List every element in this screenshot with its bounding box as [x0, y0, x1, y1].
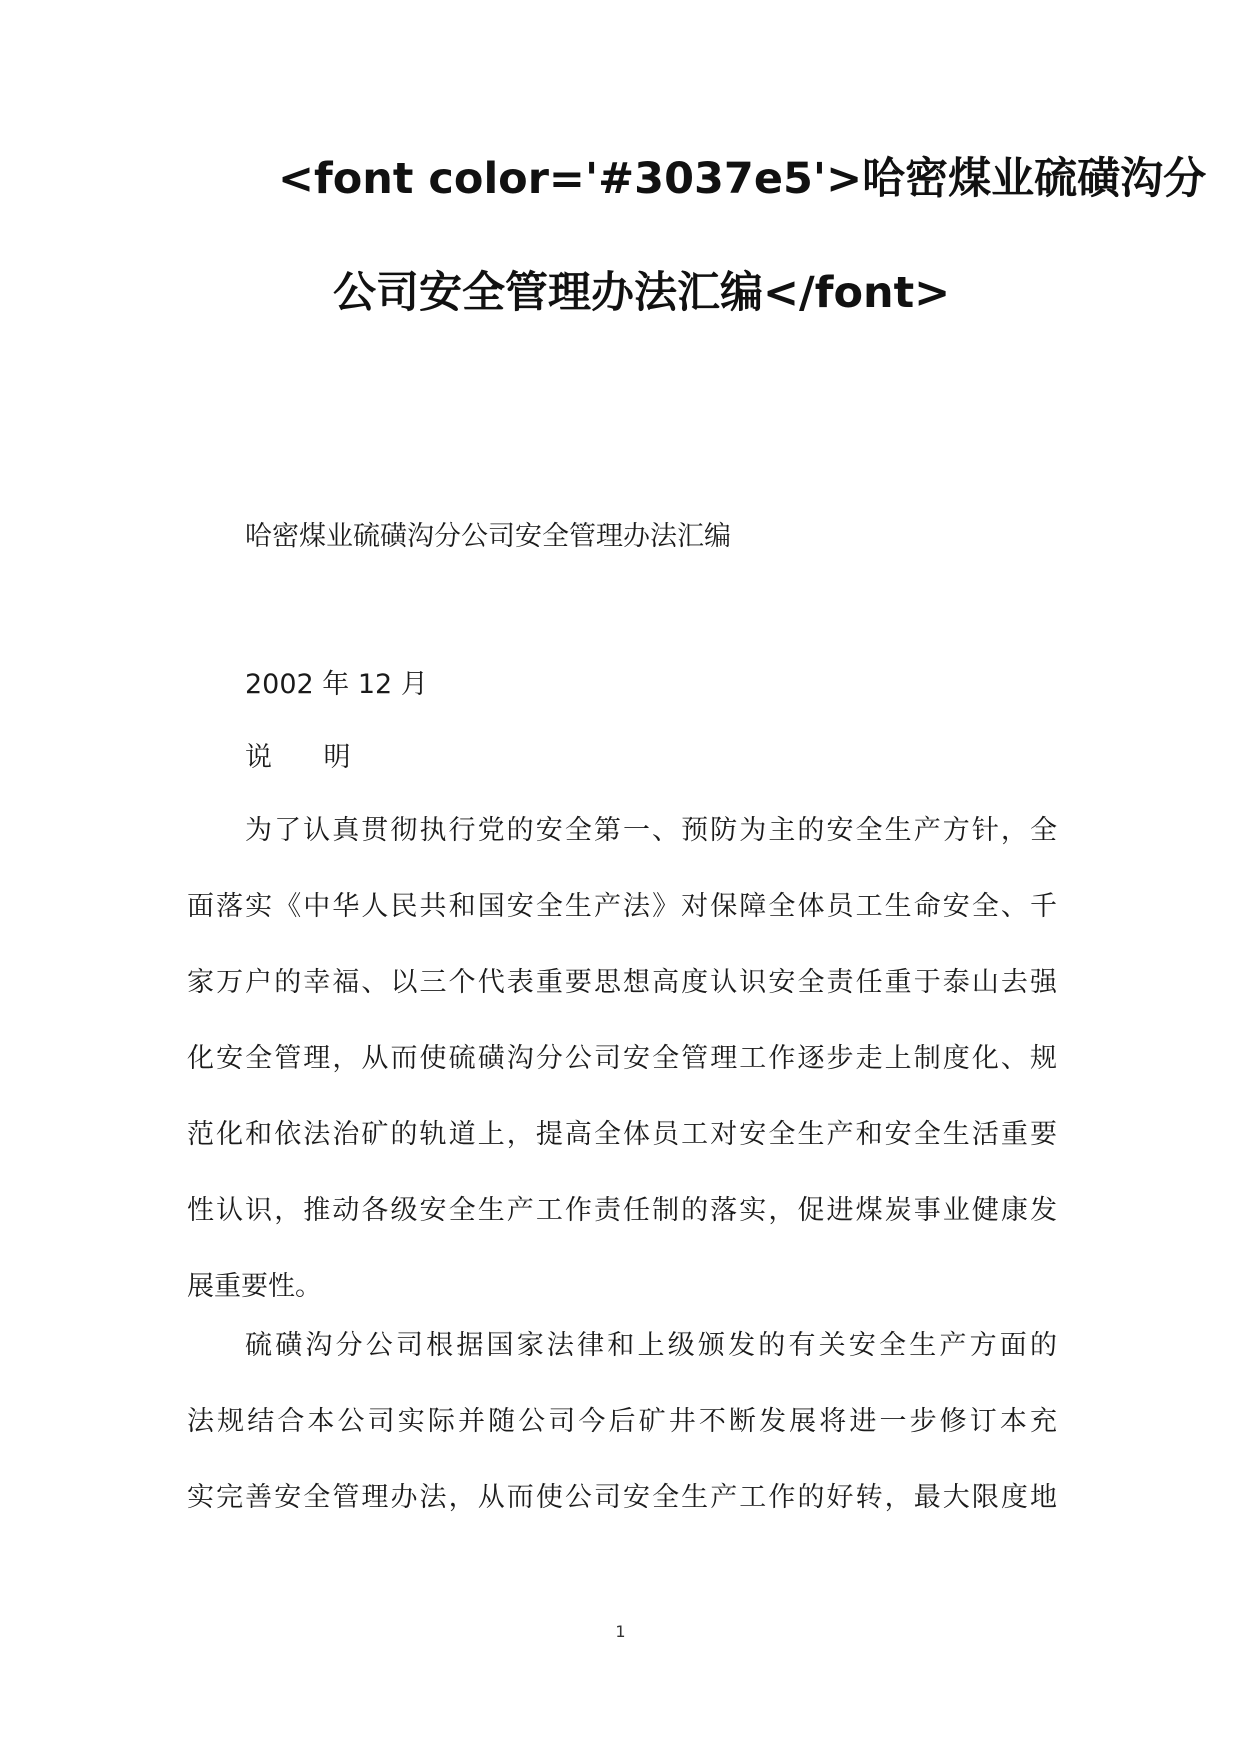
paragraph-line: 硫磺沟分公司根据国家法律和上级颁发的有关安全生产方面的 — [245, 1330, 1057, 1361]
section-heading: 说 明 — [245, 742, 351, 773]
paragraph-1 — [187, 793, 1057, 1325]
paragraph-line: 化安全管理，从而使硫磺沟分公司安全管理工作逐步走上制度化、规 — [187, 1043, 1057, 1074]
paragraph-line: 展重要性。 — [187, 1271, 322, 1302]
paragraph-line: 家万户的幸福、以三个代表重要思想高度认识安全责任重于泰山去强 — [187, 967, 1057, 998]
paragraph-line: 性认识，推动各级安全生产工作责任制的落实，促进煤炭事业健康发 — [187, 1195, 1057, 1226]
document-title-line-2: 公司安全管理办法汇编</font> — [333, 268, 951, 318]
paragraph-line: 面落实《中华人民共和国安全生产法》对保障全体员工生命安全、千 — [187, 891, 1057, 922]
paragraph-line: 实完善安全管理办法，从而使公司安全生产工作的好转，最大限度地 — [187, 1482, 1057, 1513]
document-date: 2002 年 12 月 — [245, 669, 428, 700]
paragraph-2 — [187, 1308, 1057, 1536]
document-title-line-1: <font color='#3037e5'>哈密煤业硫磺沟分 — [278, 154, 1207, 204]
document-subtitle: 哈密煤业硫磺沟分公司安全管理办法汇编 — [245, 521, 731, 552]
page-number: 1 — [615, 1622, 626, 1641]
paragraph-line: 法规结合本公司实际并随公司今后矿井不断发展将进一步修订本充 — [187, 1406, 1057, 1437]
paragraph-line: 为了认真贯彻执行党的安全第一、预防为主的安全生产方针，全 — [245, 815, 1057, 846]
paragraph-line: 范化和依法治矿的轨道上，提高全体员工对安全生产和安全生活重要 — [187, 1119, 1057, 1150]
